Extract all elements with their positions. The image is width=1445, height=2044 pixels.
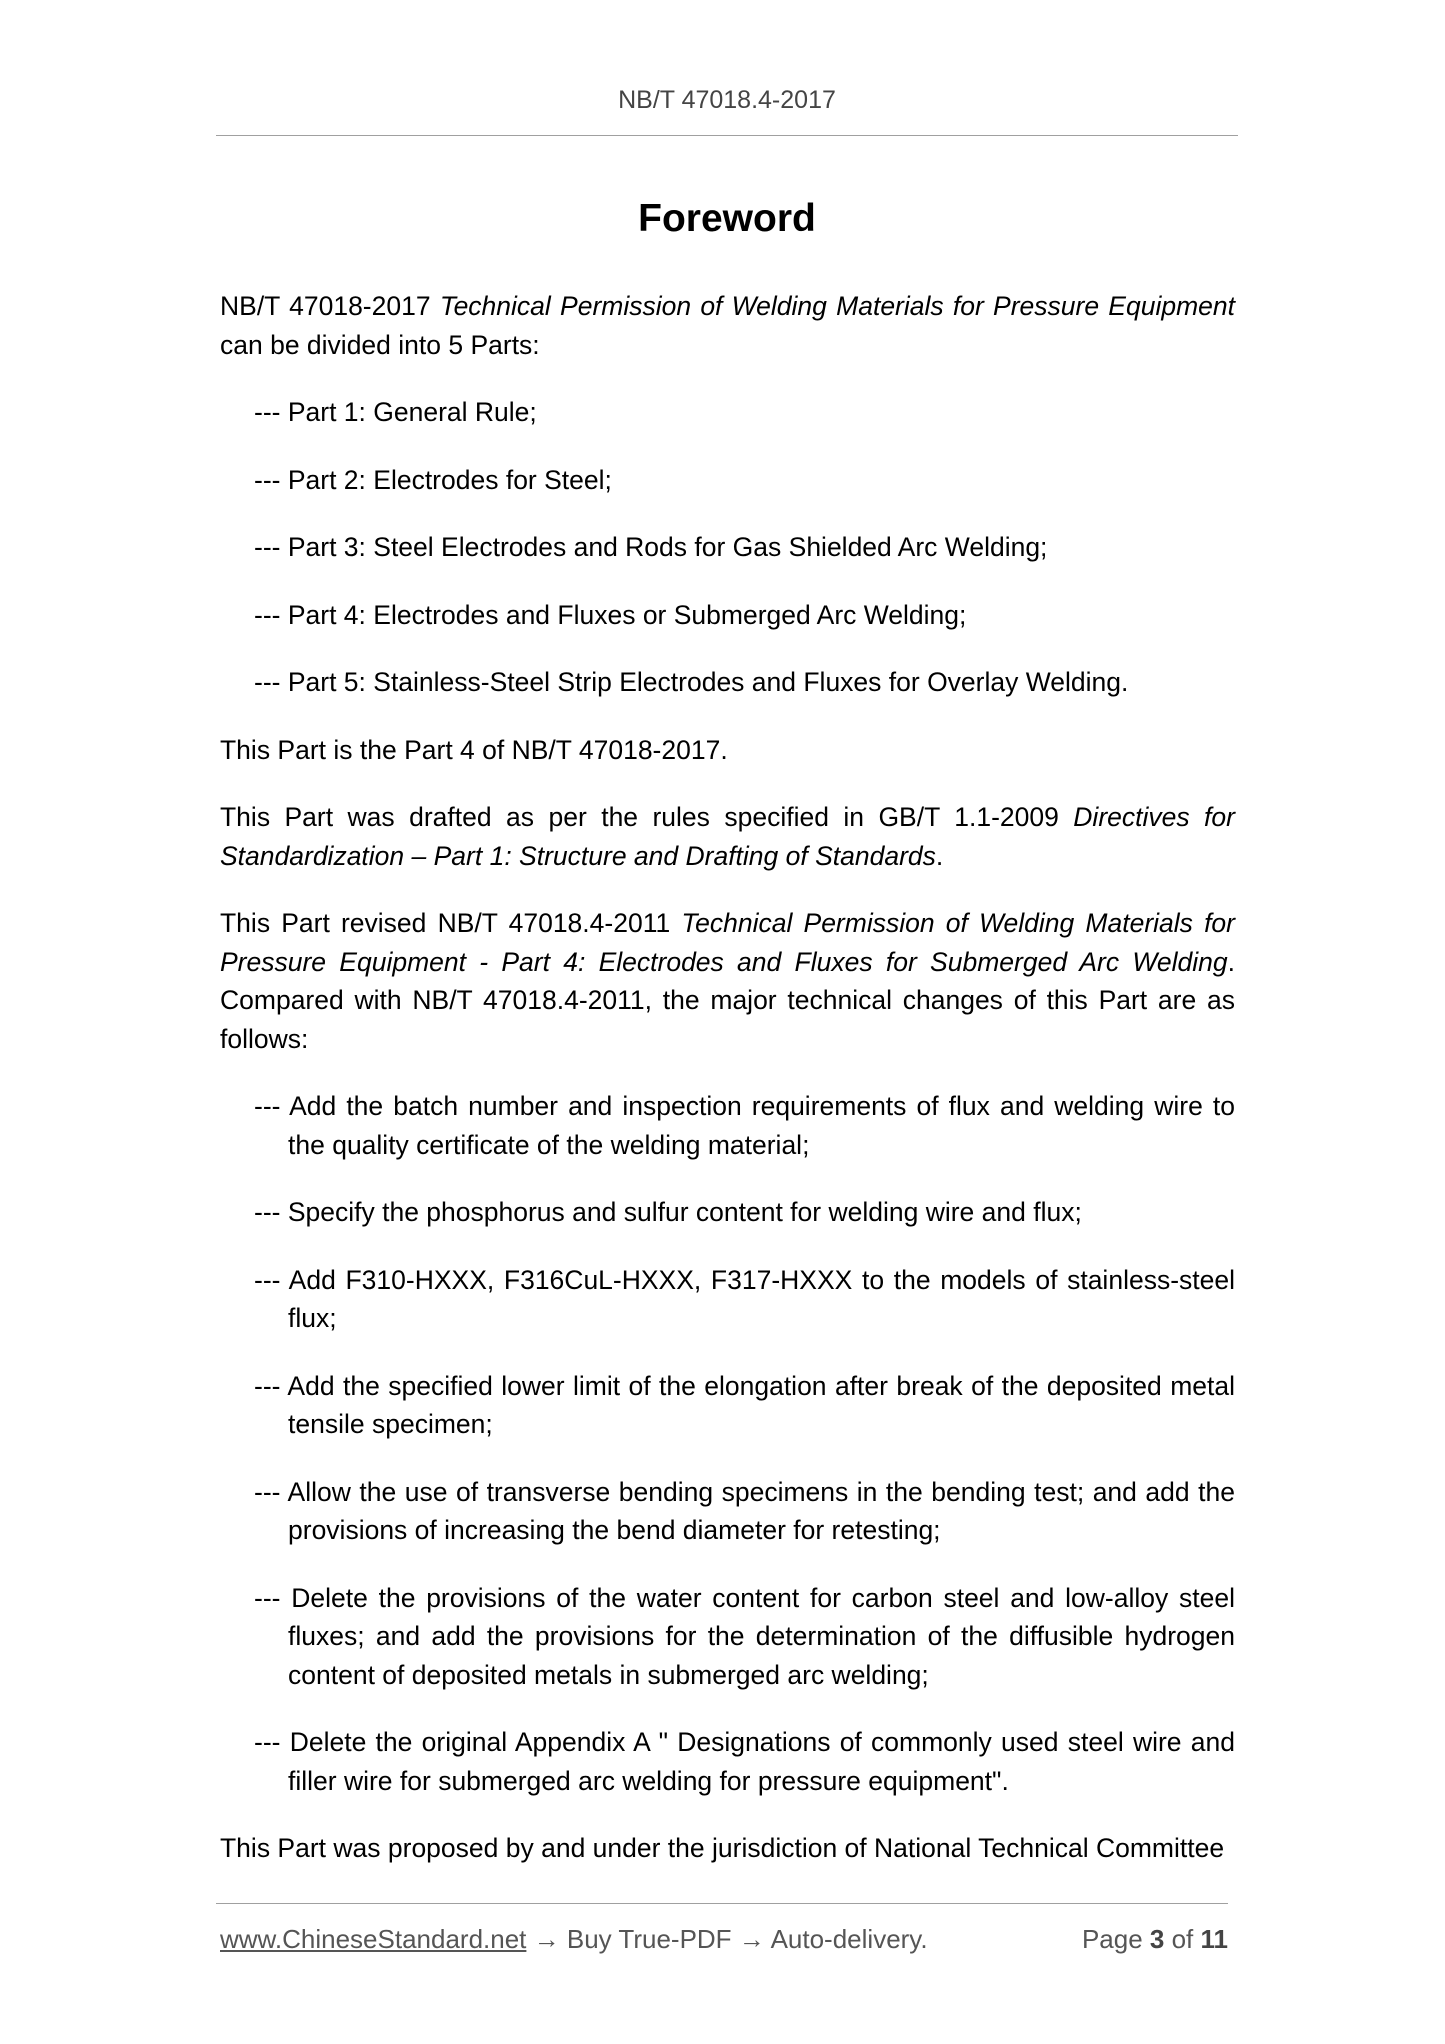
site-link[interactable]: www.ChineseStandard.net: [220, 1924, 527, 1954]
footer-promo: [220, 1924, 928, 1955]
part-list-item: --- Part 5: Stainless-Steel Strip Electrodes and Fluxes for Overlay Welding.: [254, 667, 1129, 697]
intro-text-c: can be divided into 5 Parts:: [220, 329, 540, 360]
header-divider: [216, 135, 1238, 136]
drafting-text-a: This Part was drafted as per the rules specified in GB/T 1.1-2009: [220, 802, 1074, 832]
page-label: Page: [1081, 1924, 1150, 1954]
change-list-item: --- Add the specified lower limit of the elongation after break of the deposited metal tensile specimen;: [254, 1370, 1235, 1439]
page-title: Foreword: [638, 197, 816, 240]
revision-text-c: . Compared with NB/T 47018.4-2011, the major technical changes of this Part are as follows:: [220, 946, 1235, 1054]
change-list-item: --- Specify the phosphorus and sulfur content for welding wire and flux;: [254, 1197, 1082, 1227]
page-of: of: [1164, 1924, 1201, 1954]
part-list-item: --- Part 4: Electrodes and Fluxes or Submerged Arc Welding;: [254, 599, 967, 630]
page-total: 11: [1200, 1924, 1228, 1954]
change-list-item: --- Add the batch number and inspection requirements of flux and welding wire to the quality certificate of the welding material;: [254, 1091, 1235, 1160]
part-list-item: --- Part 2: Electrodes for Steel;: [254, 464, 612, 495]
revision-text-a: This Part revised NB/T 47018.4-2011: [220, 908, 682, 938]
drafting-standard-title: Directives for Standardization – Part 1: Structure and Drafting of Standards: [220, 802, 1235, 871]
footer-divider: [216, 1903, 1228, 1904]
revision-standard-title: Technical Permission of Welding Materials for Pressure Equipment - Part 4: Electrodes and Fluxes for Submerged Arc Welding: [220, 908, 1235, 977]
running-header: NB/T 47018.4-2017: [618, 86, 836, 114]
change-list-item: --- Add F310-HXXX, F316CuL-HXXX, F317-HXXX to the models of stainless-steel flux;: [254, 1264, 1235, 1333]
part-list-item: --- Part 3: Steel Electrodes and Rods for Gas Shielded Arc Welding;: [254, 532, 1048, 562]
document-body: [220, 287, 1235, 1897]
part-statement: This Part is the Part 4 of NB/T 47018-2017.: [220, 734, 728, 765]
change-list-item: --- Allow the use of transverse bending specimens in the bending test; and add the provisions of increasing the bend diameter for retesting;: [254, 1476, 1235, 1545]
change-list-item: --- Delete the provisions of the water content for carbon steel and low-alloy steel fluxes; and add the provisions for the determination of the diffusible hydrogen content of deposited metals in submerged arc welding;: [254, 1582, 1235, 1690]
part-list-item: --- Part 1: General Rule;: [254, 397, 537, 427]
drafting-paragraph: [220, 798, 1235, 875]
page-number: [1082, 1924, 1228, 1955]
change-list-item: --- Delete the original Appendix A " Designations of commonly used steel wire and filler wire for submerged arc welding for pressure equipment".: [254, 1727, 1235, 1796]
page-footer: [220, 1924, 1228, 1960]
footer-promo-text: → Buy True-PDF → Auto-delivery.: [526, 1924, 928, 1954]
jurisdiction-paragraph: This Part was proposed by and under the jurisdiction of National Technical Committee: [220, 1833, 1225, 1863]
revision-paragraph: [220, 904, 1235, 1058]
intro-standard-title: Technical Permission of Welding Materials for Pressure Equipment: [439, 291, 1235, 321]
drafting-text-c: .: [935, 840, 944, 871]
intro-text-a: NB/T 47018-2017: [220, 291, 440, 321]
page-current: 3: [1149, 1924, 1165, 1954]
intro-paragraph: [220, 287, 1235, 364]
